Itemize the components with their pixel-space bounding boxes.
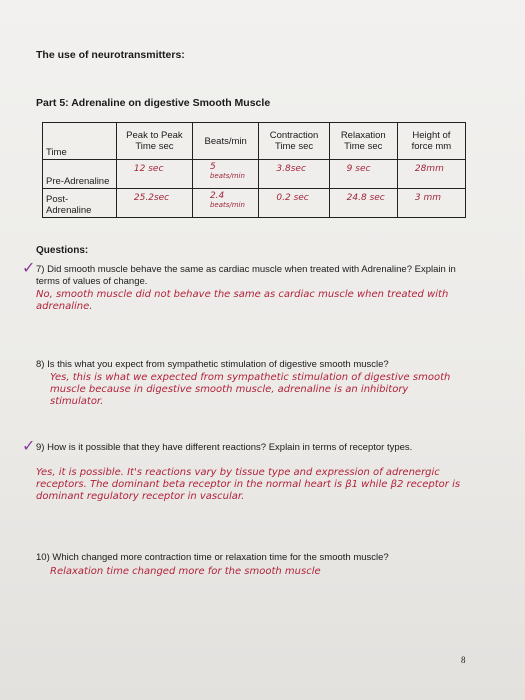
handwritten-value: 5 [209,162,216,172]
table-cell [192,160,258,189]
answer-9: Yes, it is possible. It's reactions vary by tissue type and expression of adrenergic receptors. The dominant beta receptor in the normal heart is β1 while β2 receptor is dominant regulatory receptor in vascular. [36,467,461,502]
table-row [43,189,466,218]
answer-7: No, smooth muscle did not behave the same as cardiac muscle when treated with adrenaline. [36,289,449,312]
question-text: Which changed more contraction time or relaxation time for the smooth muscle? [52,552,389,563]
handwritten-value: 25.2sec [133,193,170,203]
column-header-height: Height of force mm [397,123,465,160]
question-text: Is this what you expect from sympathetic stimulation of digestive smooth muscle? [47,359,389,370]
page-number: 8 [461,655,466,665]
handwritten-value: 12 sec [133,164,164,174]
question-9 [36,442,466,454]
column-header-time: Time [43,123,117,160]
handwritten-value: 28mm [414,164,444,174]
column-header-contraction: Contraction Time sec [259,123,329,160]
table-cell [259,160,329,189]
column-header-beats: Beats/min [192,123,258,160]
question-text: Did smooth muscle behave the same as cardiac muscle when treated with Adrenaline? Explain in terms of values of change. [36,264,456,287]
column-header-peak: Peak to Peak Time sec [116,123,192,160]
question-10 [36,552,466,564]
row-label: Post-Adrenaline [43,189,117,218]
question-number: 7) [36,264,45,275]
question-7 [36,264,466,288]
answer-8: Yes, this is what we expected from sympathetic stimulation of digestive smooth muscle because in digestive smooth muscle, adrenaline is an inhibitory stimulator. [50,372,451,407]
table-cell [116,160,192,189]
checkmark-icon: ✓ [22,436,36,455]
handwritten-unit: beats/min [209,201,245,209]
question-number: 9) [36,442,45,453]
handwritten-value: 0.2 sec [276,193,309,203]
section-heading: Part 5: Adrenaline on digestive Smooth Muscle [36,97,271,109]
table-cell [397,189,465,218]
handwritten-value: 2.4 [209,191,225,201]
handwritten-value: 24.8 sec [346,193,385,203]
table-cell [397,160,465,189]
handwritten-value: 9 sec [346,164,371,174]
table-cell [329,189,397,218]
question-number: 8) [36,359,45,370]
column-header-relaxation: Relaxation Time sec [329,123,397,160]
results-table [42,122,466,218]
question-number: 10) [36,552,50,563]
table-cell [259,189,329,218]
row-label: Pre-Adrenaline [43,160,117,189]
page-title: The use of neurotransmitters: [36,49,185,61]
table-cell [192,189,258,218]
answer-10: Relaxation time changed more for the smooth muscle [50,566,321,577]
handwritten-unit: beats/min [209,172,245,180]
handwritten-value: 3.8sec [276,164,306,174]
table-cell [329,160,397,189]
table-row [43,160,466,189]
checkmark-icon: ✓ [22,258,36,277]
handwritten-value: 3 mm [414,193,441,203]
table-cell [116,189,192,218]
table-header-row [43,123,466,160]
questions-heading: Questions: [36,245,89,256]
question-8 [36,359,466,371]
question-text: How is it possible that they have different reactions? Explain in terms of receptor types. [47,442,413,453]
